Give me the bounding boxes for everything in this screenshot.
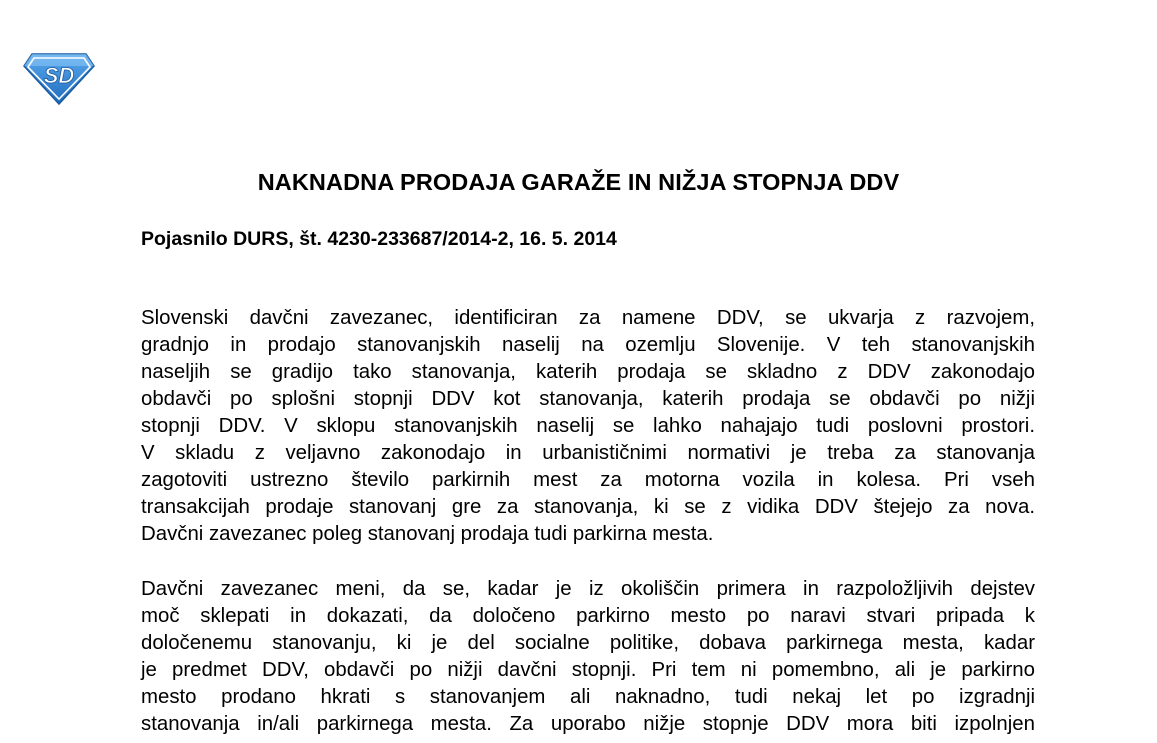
company-logo <box>22 50 96 106</box>
paragraph-line: Slovenski davčni zavezanec, identificiran za namene DDV, se ukvarja z razvojem, <box>141 307 1035 329</box>
paragraph-line: gradnjo in prodajo stanovanjskih naselij na ozemlju Slovenije. V teh stanovanjskih <box>141 334 1035 356</box>
paragraph-line: Davčni zavezanec poleg stanovanj prodaja tudi parkirna mesta. <box>141 523 714 545</box>
paragraph-line: obdavči po splošni stopnji DDV kot stanovanja, katerih prodaja se obdavči po nižji <box>141 388 1035 410</box>
paragraph-line: mesto prodano hkrati s stanovanjem ali naknadno, tudi nekaj let po izgradnji <box>141 686 1035 708</box>
paragraph-line: stanovanja in/ali parkirnega mesta. Za uporabo nižje stopnje DDV mora biti izpolnjen <box>141 713 1035 735</box>
paragraph-line: transakcijah prodaje stanovanj gre za stanovanja, ki se z vidika DDV štejejo za nova. <box>141 496 1035 518</box>
paragraph-line: naseljih se gradijo tako stanovanja, katerih prodaja se skladno z DDV zakonodajo <box>141 361 1035 383</box>
paragraph-line: zagotoviti ustrezno število parkirnih mest za motorna vozila in kolesa. Pri vseh <box>141 469 1035 491</box>
paragraph-line: Davčni zavezanec meni, da se, kadar je iz okoliščin primera in razpoložljivih dejstev <box>141 578 1035 600</box>
paragraph-line: je predmet DDV, obdavči po nižji davčni stopnji. Pri tem ni pomembno, ali je parkirno <box>141 659 1035 681</box>
document-title: NAKNADNA PRODAJA GARAŽE IN NIŽJA STOPNJA DDV <box>257 169 900 195</box>
paragraph-line: V skladu z veljavno zakonodajo in urbanističnimi normativi je treba za stanovanja <box>141 442 1035 464</box>
paragraph-1 <box>141 305 1035 548</box>
logo-text: SD <box>43 63 75 88</box>
paragraph-line: določenemu stanovanju, ki je del socialne politike, dobava parkirnega mesta, kadar <box>141 632 1035 654</box>
diamond-logo-icon <box>22 50 96 106</box>
paragraph-2 <box>141 576 1035 738</box>
document-subtitle: Pojasnilo DURS, št. 4230-233687/2014-2, 16. 5. 2014 <box>141 228 617 250</box>
paragraph-line: moč sklepati in dokazati, da določeno parkirno mesto po naravi stvari pripada k <box>141 605 1035 627</box>
paragraph-line: stopnji DDV. V sklopu stanovanjskih naselij se lahko nahajajo tudi poslovni prostori. <box>141 415 1035 437</box>
